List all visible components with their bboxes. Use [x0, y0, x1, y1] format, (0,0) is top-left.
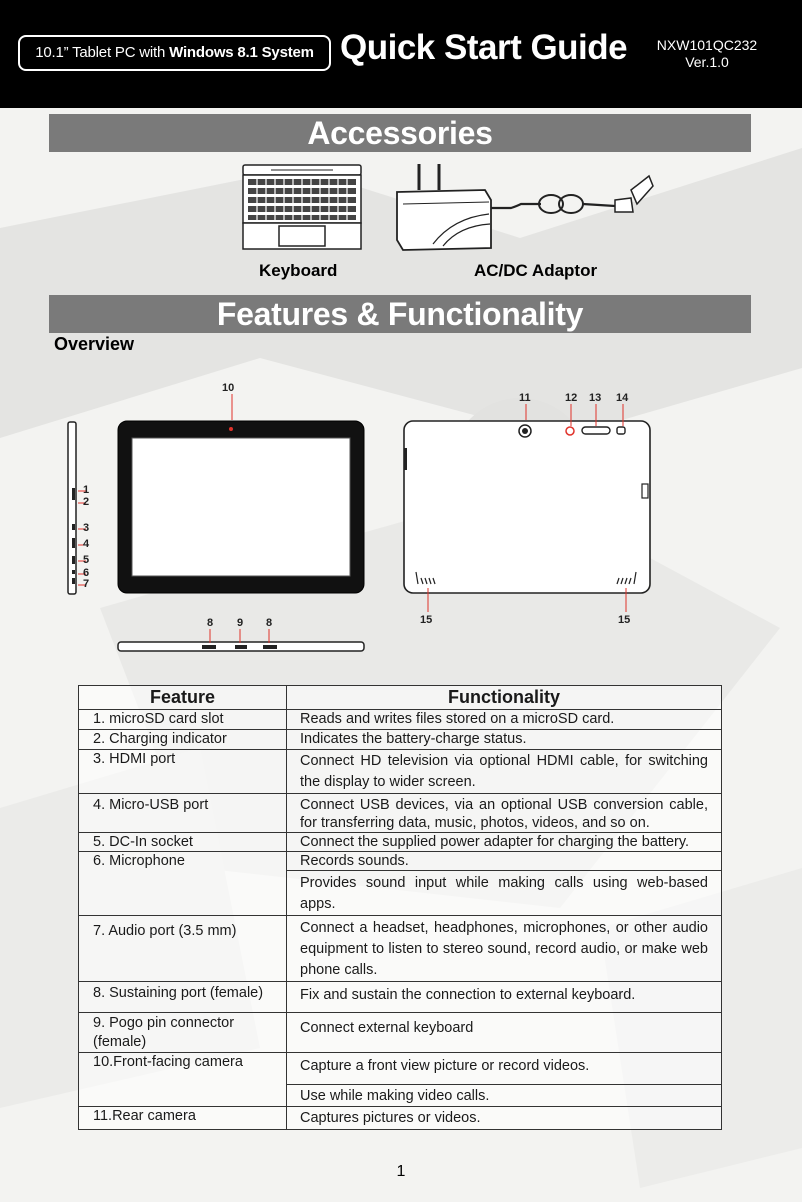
header-bar: [0, 0, 802, 108]
column-header-functionality: Functionality: [287, 686, 722, 710]
functionality-cell: [287, 916, 722, 982]
callout-7: 7: [83, 578, 90, 590]
functionality-cell: [287, 1107, 722, 1130]
front-camera-callout-line: [229, 394, 235, 425]
functionality-cell: [287, 1053, 722, 1107]
functionality-text: Connect the supplied power adapter for charging the battery.: [300, 834, 690, 850]
functionality-text: Provides sound input while making calls using web-based apps.: [287, 870, 721, 915]
accessories-heading: Accessories: [49, 114, 751, 152]
tablet-side-view: [66, 420, 78, 601]
column-header-feature: Feature: [79, 686, 287, 710]
callout-2: 2: [83, 496, 90, 508]
functionality-cell: [287, 710, 722, 730]
table-row: [79, 982, 722, 1013]
model-number: NXW101QC232: [656, 37, 758, 53]
callout-13: 13: [589, 392, 602, 404]
feature-cell: 7. Audio port (3.5 mm): [79, 916, 287, 982]
features-heading: Features & Functionality: [49, 295, 751, 333]
feature-cell: 2. Charging indicator: [79, 730, 287, 750]
tablet-rear-view: [403, 420, 653, 601]
callout-12: 12: [565, 392, 578, 404]
overview-heading: Overview: [54, 334, 135, 354]
callout-14: 14: [616, 392, 629, 404]
functionality-cell: [287, 730, 722, 750]
callout-8-right: 8: [266, 617, 273, 629]
product-label-text: 10.1” Tablet PC with: [35, 44, 170, 61]
functionality-cell: [287, 852, 722, 916]
feature-cell: 6. Microphone: [79, 852, 287, 916]
functionality-text: Connect HD television via optional HDMI cable, for switching the display to wider screen.: [300, 753, 708, 790]
table-row: [79, 833, 722, 852]
functionality-text: Connect USB devices, via an optional USB conversion cable, for transferring data, music, photos, videos, and so on.: [300, 797, 708, 831]
callout-8-left: 8: [207, 617, 214, 629]
speaker-callout-lines: [425, 588, 631, 619]
keyboard-caption: Keyboard: [259, 261, 338, 280]
callout-9: 9: [237, 617, 244, 629]
page-number: 1: [396, 1163, 406, 1180]
product-label: [18, 35, 331, 71]
adaptor-caption: AC/DC Adaptor: [474, 261, 598, 280]
functionality-text: Records sounds.: [300, 853, 409, 869]
table-header-row: [79, 686, 722, 710]
functionality-text: Capture a front view picture or record videos.: [300, 1058, 590, 1074]
power-adaptor-icon: [393, 160, 655, 259]
functionality-text: Fix and sustain the connection to external keyboard.: [300, 987, 636, 1003]
callout-5: 5: [83, 554, 90, 566]
keyboard-icon: [241, 163, 363, 258]
bottom-callout-lines: [205, 629, 277, 648]
feature-cell: 11.Rear camera: [79, 1107, 287, 1130]
feature-cell: 5. DC-In socket: [79, 833, 287, 852]
callout-15-left: 15: [420, 614, 433, 626]
feature-cell: 1. microSD card slot: [79, 710, 287, 730]
feature-cell: 9. Pogo pin connector (female): [79, 1013, 287, 1053]
callout-6: 6: [83, 567, 90, 579]
callout-15-right: 15: [618, 614, 631, 626]
callout-10: 10: [222, 382, 235, 394]
callout-1: 1: [83, 484, 90, 496]
functionality-cell: [287, 794, 722, 833]
table-row: [79, 852, 722, 916]
version-number: Ver.1.0: [685, 54, 729, 70]
product-os: Windows 8.1 System: [169, 44, 314, 61]
page-title: Quick Start Guide: [340, 28, 628, 67]
functionality-cell: [287, 1013, 722, 1053]
table-row: [79, 794, 722, 833]
table-row: [79, 1013, 722, 1053]
functionality-text: Captures pictures or videos.: [300, 1110, 481, 1126]
feature-cell: 3. HDMI port: [79, 750, 287, 794]
table-row: [79, 916, 722, 982]
callout-3: 3: [83, 522, 90, 534]
rear-callout-lines: [523, 404, 633, 431]
feature-table: [78, 685, 722, 1130]
feature-cell: 8. Sustaining port (female): [79, 982, 287, 1013]
table-row: [79, 1053, 722, 1107]
functionality-cell: [287, 750, 722, 794]
functionality-text: Use while making video calls.: [287, 1084, 721, 1106]
callout-11: 11: [519, 392, 531, 404]
model-info: [652, 37, 762, 71]
functionality-text: Reads and writes files stored on a microSD card.: [300, 711, 615, 727]
table-row: [79, 750, 722, 794]
functionality-text: Connect a headset, headphones, microphones, or other audio equipment to listen to stereo sound, record audio, or make web phone calls.: [300, 920, 708, 978]
table-row: [79, 730, 722, 750]
table-row: [79, 1107, 722, 1130]
table-row: [79, 710, 722, 730]
functionality-cell: [287, 833, 722, 852]
functionality-cell: [287, 982, 722, 1013]
tablet-front-view: [117, 420, 367, 601]
callout-4: 4: [83, 538, 90, 550]
feature-cell: 10.Front-facing camera: [79, 1053, 287, 1107]
functionality-text: Connect external keyboard: [300, 1020, 474, 1036]
feature-cell: 4. Micro-USB port: [79, 794, 287, 833]
functionality-text: Indicates the battery-charge status.: [300, 731, 527, 747]
